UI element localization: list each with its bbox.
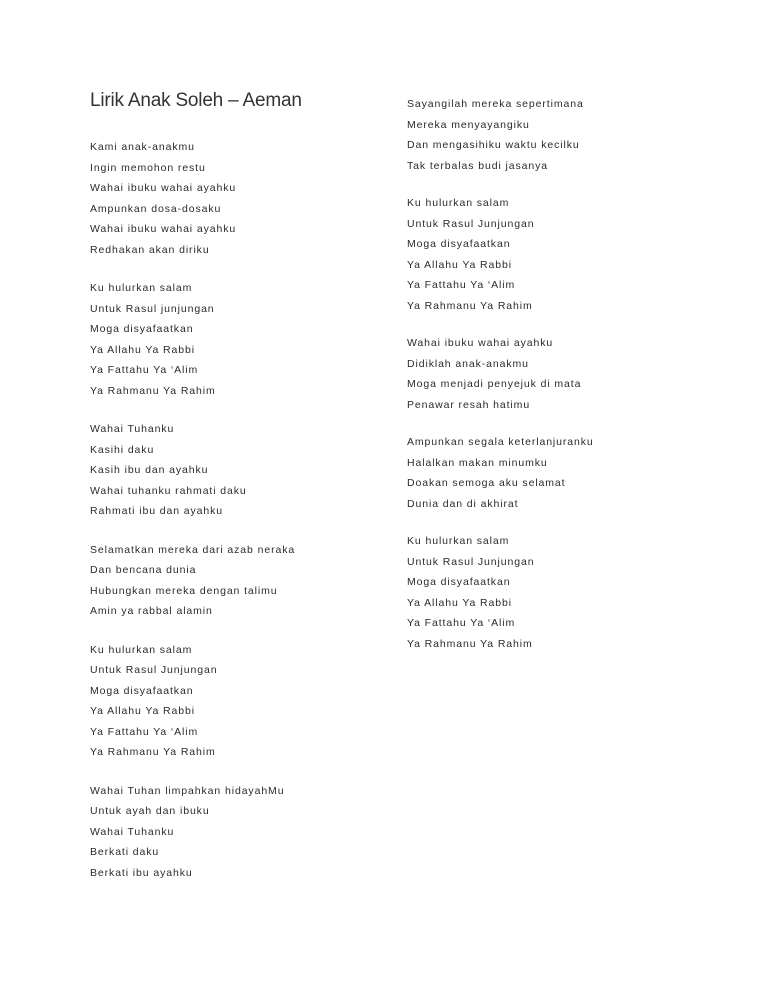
lyric-line: Moga menjadi penyejuk di mata [407, 378, 582, 390]
stanza-gap [90, 525, 380, 543]
lyric-line: Untuk Rasul Junjungan [407, 217, 535, 230]
lyric-line: Ku hulurkan salam [407, 197, 510, 209]
stanza-gap [407, 319, 737, 336]
lyric-line: Wahai Tuhan limpahkan hidayahMu [90, 784, 285, 797]
lyric-line: Wahai tuhanku rahmati daku [90, 484, 247, 497]
lyric-line: Ampunkan dosa-dosaku [90, 202, 222, 215]
lyric-line: Ku hulurkan salam [90, 643, 193, 656]
lyric-line: Ya Fattahu Ya ‘Alim [407, 279, 516, 291]
lyrics-right-column [407, 97, 737, 657]
lyric-line: Ku hulurkan salam [407, 535, 510, 547]
lyric-line: Ku hulurkan salam [90, 282, 193, 294]
lyric-line: Ingin memohon restu [90, 161, 206, 174]
lyric-line: Wahai Tuhanku [90, 825, 175, 838]
lyric-line: Dan bencana dunia [90, 564, 197, 576]
lyric-line: Ya Rahmanu Ya Rahim [90, 746, 216, 758]
lyric-line: Selamatkan mereka dari azab neraka [90, 543, 296, 556]
lyric-line: Mereka menyayangiku [407, 118, 530, 131]
lyric-line: Untuk ayah dan ibuku [90, 805, 210, 817]
lyric-line: Untuk Rasul junjungan [90, 302, 215, 315]
lyric-line: Hubungkan mereka dengan talimu [90, 584, 278, 597]
lyric-line: Wahai ibuku wahai ayahku [90, 223, 237, 235]
stanza-gap [90, 625, 380, 643]
lyric-line: Tak terbalas budi jasanya [407, 159, 548, 172]
lyric-line: Moga disyafaatkan [407, 238, 511, 250]
lyric-line: Didiklah anak-anakmu [407, 357, 529, 370]
lyric-line: Moga disyafaatkan [407, 576, 511, 588]
lyric-line: Redhakan akan diriku [90, 243, 210, 256]
lyric-line: Kami anak-anakmu [90, 141, 195, 153]
lyric-line: Ya Fattahu Ya ‘Alim [90, 364, 199, 376]
stanza-gap [90, 404, 380, 422]
lyric-line: Ya Allahu Ya Rabbi [90, 343, 195, 356]
stanza-gap [90, 263, 380, 281]
lyric-line: Berkati daku [90, 846, 160, 858]
lyric-line: Ya Allahu Ya Rabbi [407, 258, 512, 271]
lyric-line: Ya Rahmanu Ya Rahim [407, 299, 533, 312]
page-title: Lirik Anak Soleh – Aeman [90, 90, 302, 111]
lyric-line: Ya Fattahu Ya ‘Alim [90, 725, 199, 738]
lyric-line: Penawar resah hatimu [407, 398, 531, 411]
lyric-line: Ya Allahu Ya Rabbi [407, 596, 512, 609]
lyrics-left-column [90, 140, 380, 886]
lyric-line: Ya Fattahu Ya ‘Alim [407, 617, 516, 629]
lyric-line: Wahai ibuku wahai ayahku [407, 337, 554, 349]
lyric-line: Doakan semoga aku selamat [407, 477, 566, 489]
lyric-line: Halalkan makan minumku [407, 456, 548, 469]
lyric-line: Untuk Rasul Junjungan [407, 555, 535, 568]
lyric-line: Ya Allahu Ya Rabbi [90, 705, 195, 717]
lyric-line: Wahai ibuku wahai ayahku [90, 182, 237, 194]
lyric-line: Ya Rahmanu Ya Rahim [90, 384, 216, 397]
lyric-line: Amin ya rabbal alamin [90, 605, 213, 617]
lyric-line: Untuk Rasul Junjungan [90, 664, 218, 676]
lyric-line: Ya Rahmanu Ya Rahim [407, 637, 533, 650]
stanza-gap [407, 517, 737, 534]
lyric-line: Sayangilah mereka sepertimana [407, 98, 584, 110]
lyric-line: Berkati ibu ayahku [90, 866, 193, 879]
lyric-line: Ampunkan segala keterlanjuranku [407, 436, 594, 448]
lyric-line: Moga disyafaatkan [90, 323, 194, 335]
lyric-line: Kasih ibu dan ayahku [90, 464, 209, 476]
lyric-line: Dan mengasihiku waktu kecilku [407, 139, 580, 151]
lyric-line: Dunia dan di akhirat [407, 497, 519, 510]
lyric-line: Wahai Tuhanku [90, 423, 175, 435]
stanza-gap [407, 418, 737, 435]
lyric-line: Rahmati ibu dan ayahku [90, 505, 224, 517]
lyric-line: Kasihi daku [90, 443, 155, 456]
lyric-line: Moga disyafaatkan [90, 684, 194, 697]
stanza-gap [90, 766, 380, 784]
stanza-gap [407, 179, 737, 196]
